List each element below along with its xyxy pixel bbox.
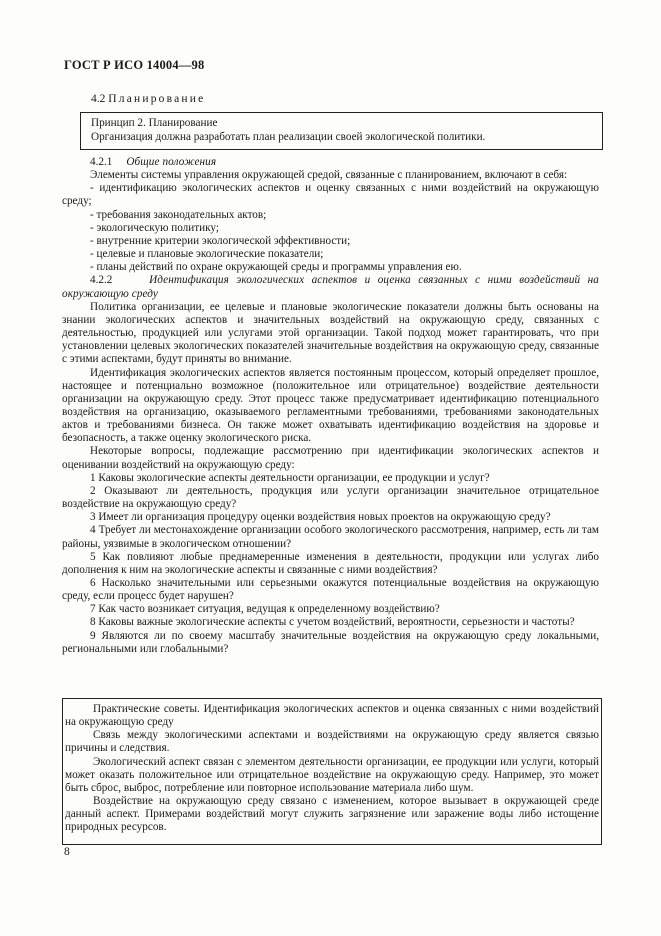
list-item: - требования законодательных актов; <box>90 208 267 221</box>
principle-box <box>80 112 603 150</box>
list-item: - экологическую политику; <box>90 221 219 234</box>
paragraph: Некоторые вопросы, подлежащие рассмотрению при идентификации экологических аспектов и оценивании воздействий на окружающую среду: <box>62 445 599 471</box>
paragraph: Идентификация экологических аспектов является постоянным процессом, который определяет прошлое, настоящее и потенциально возможное (положительное или отрицательное) воздействие деятельности организации на окружающую среду. Этот процесс также предусматривает идентификацию потенциального воздействия на организацию, оказываемого регламентными требованиями, требованиями законодательных актов и требованиями бизнеса. Он также может охватывать идентификацию воздействия на здоровье и безопасность, а также оценку экологического риска. <box>62 366 599 445</box>
list-item: - целевые и плановые экологические показатели; <box>90 248 324 261</box>
subsection-heading-421: 4.2.1 Общие положения <box>90 156 217 168</box>
principle-text: Организация должна разработать план реализации своей экологической политики. <box>91 131 486 143</box>
section-heading <box>91 93 205 105</box>
question-item: 6 Насколько значительными или серьезными окажутся потенциальные воздействия на окружающую среду, если процесс будет нарушен? <box>62 577 599 603</box>
question-item: 2 Оказывают ли деятельность, продукция или услуги организации значительное отрицательное воздействие на окружающую среду? <box>62 484 599 511</box>
list-item: - планы действий по охране окружающей среды и программы управления ею. <box>90 261 462 274</box>
question-item: 9 Являются ли по своему масштабу значительные воздействия на окружающую среду локальными, региональными или глобальными? <box>62 629 599 655</box>
paragraph: Элементы системы управления окружающей средой, связанные с планированием, включают в себя: <box>90 169 568 182</box>
paragraph: Политика организации, ее целевые и плановые экологические показатели должны быть основаны на знании экологических аспектов и значительных воздействий на окружающую среду, связанных с деятельностью, продукцией или услугами этой организации. Такой подход может гарантировать, что при установлении целевых экологических показателей значительные воздействия на окружающую среду, связанные с этими аспектами, будут приняты во внимание. <box>62 300 599 366</box>
page-number: 8 <box>64 846 70 858</box>
subsection-heading-422: 4.2.2 Идентификация экологических аспектов и оценка связанных с ними воздействий на окружающую среду <box>62 274 600 300</box>
principle-title: Принцип 2. Планирование <box>91 117 218 129</box>
question-item: 5 Как повлияют любые преднамеренные изменения в деятельности, продукции или услугах либо дополнения к ним на экологические аспекты и связанные с ними воздействия? <box>62 550 599 576</box>
section-number: 4.2 <box>91 93 106 105</box>
section-title: Планирование <box>108 93 206 105</box>
advice-paragraph: Воздействие на окружающую среду связано с изменением, которое вызывает в окружающей среде данный аспект. Примерами воздействий могут служить загрязнение или заражение воды либо истощение природных ресурсов. <box>65 795 599 834</box>
advice-paragraph: Связь между экологическими аспектами и воздействиями на окружающую среду является связью причины и следствия. <box>65 729 599 755</box>
practical-advice-box <box>62 698 602 845</box>
advice-paragraph: Экологический аспект связан с элементом деятельности организации, ее продукции или услуги, который может оказать положительное или отрицательное воздействие на окружающую среду. Например, это может быть сброс, выброс, потребление или повторное использование материала либо шум. <box>65 755 599 794</box>
document-header: ГОСТ Р ИСО 14004—98 <box>64 58 205 72</box>
question-item: 1 Каковы экологические аспекты деятельности организации, ее продукции и услуг? <box>90 471 490 484</box>
question-item: 8 Каковы важные экологические аспекты с учетом воздействий, вероятности, серьезности и частоты? <box>90 616 575 629</box>
question-item: 7 Как часто возникает ситуация, ведущая к определенному воздействию? <box>90 603 440 616</box>
question-item: 4 Требует ли местонахождение организации особого экологического рассмотрения, например, есть ли там районы, уязвимые в экологическом отношении? <box>62 524 599 550</box>
list-item: - идентификацию экологических аспектов и оценку связанных с ними воздействий на окружающую среду; <box>62 182 599 208</box>
question-item: 3 Имеет ли организация процедуру оценки воздействия новых проектов на окружающую среду? <box>90 511 551 524</box>
list-item: - внутренние критерии экологической эффективности; <box>90 234 351 247</box>
body-text <box>62 156 599 656</box>
advice-title: Практические советы. Идентификация экологических аспектов и оценка связанных с ними воздействий на окружающую среду <box>65 703 599 729</box>
